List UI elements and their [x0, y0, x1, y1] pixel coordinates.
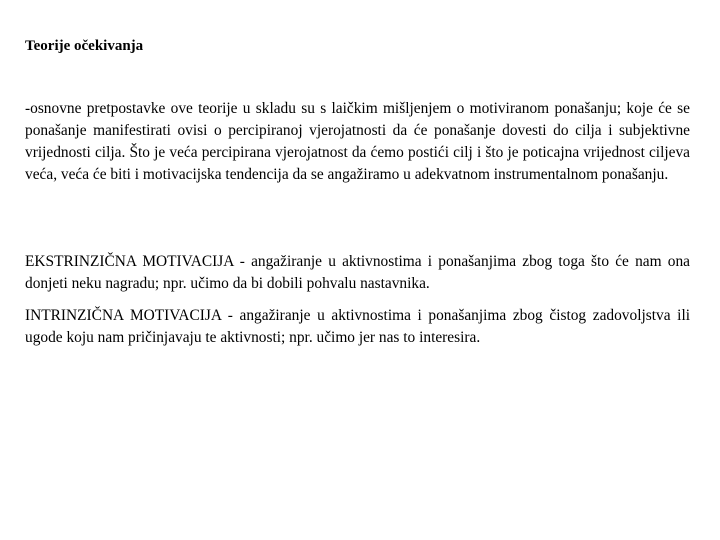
paragraph-extrinsic-motivation: EKSTRINZIČNA MOTIVACIJA - angažiranje u aktivnostima i ponašanjima zbog toga što će nam ona donjeti neku nagradu; npr. učimo da bi dobili pohvalu nastavnika. [25, 253, 690, 292]
paragraph-expectancy-theory: -osnovne pretpostavke ove teorije u skladu su s laičkim mišljenjem o motiviranom ponašanju; koje će se ponašanje manifestirati ovisi o percipiranoj vjerojatnosti da će ponašanje dovesti do cilja i subjektivne vrijednosti cilja. Što je veća percipirana vjerojatnost da ćemo postići cilj i što je poticajna vrijednost ciljeva veća, veća će biti i motivacijska tendencija da se angažiramo u adekvatnom instrumentalnom ponašanju. [25, 100, 690, 183]
slide-title: Teorije očekivanja [25, 38, 144, 54]
paragraph-intrinsic-motivation: INTRINZIČNA MOTIVACIJA - angažiranje u aktivnostima i ponašanjima zbog čistog zadovoljstva ili ugode koju nam pričinjavaju te aktivnosti; npr. učimo jer nas to interesira. [25, 307, 690, 346]
slide [25, 0, 690, 540]
